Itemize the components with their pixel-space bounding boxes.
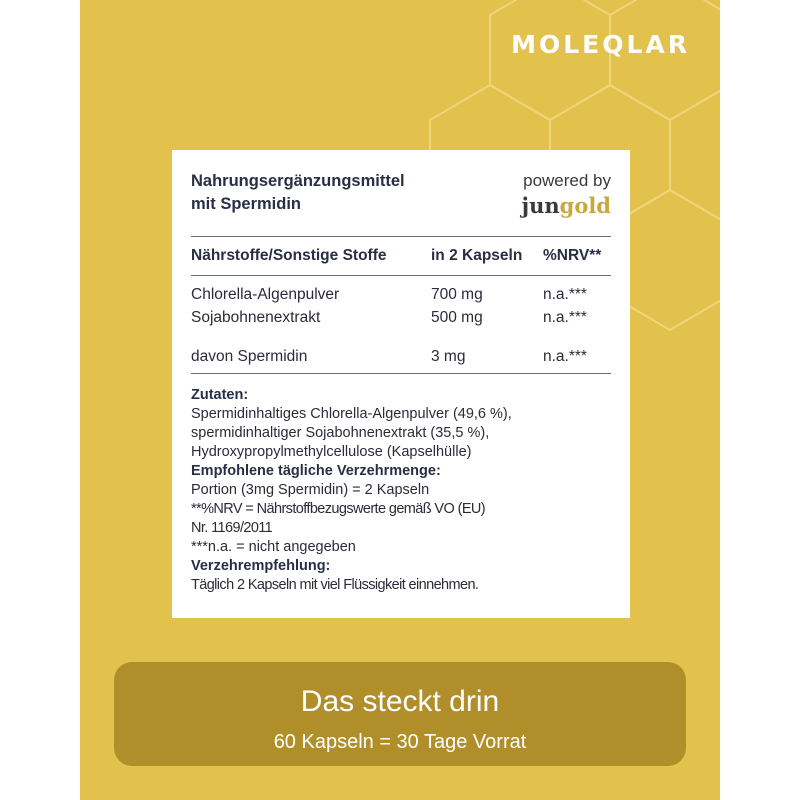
jungold-logo-part2: gold	[559, 193, 611, 218]
nutrient-name: davon Spermidin	[191, 347, 308, 365]
banner-subtitle: 60 Kapseln = 30 Tage Vorrat	[273, 731, 527, 753]
table-row	[191, 306, 611, 329]
nutrient-name: Chlorella-Algenpulver	[191, 285, 340, 303]
ingredients-heading: Zutaten:	[191, 387, 249, 403]
powered-by-block	[522, 170, 612, 220]
label-title-line2: mit Spermidin	[191, 195, 302, 213]
ingredients-line: Hydroxypropylmethylcellulose (Kapselhülle)	[191, 444, 472, 460]
header-amount: in 2 Kapseln	[431, 247, 523, 264]
nutrient-nrv: n.a.***	[543, 285, 587, 303]
header-nutrients: Nährstoffe/Sonstige Stoffe	[191, 247, 387, 264]
powered-by-text: powered by	[523, 171, 611, 190]
nutrient-amount: 3 mg	[431, 347, 466, 365]
nutrient-amount: 500 mg	[431, 308, 483, 326]
recommendation-heading: Verzehrempfehlung:	[191, 558, 331, 574]
table-row	[191, 283, 611, 306]
dosage-line: **%NRV = Nährstoffbezugswerte gemäß VO (EU)	[191, 501, 486, 517]
dosage-line: Nr. 1169/2011	[191, 520, 273, 536]
info-banner	[114, 662, 686, 766]
row-spacer	[191, 329, 611, 345]
dosage-line: ***n.a. = nicht angegeben	[191, 539, 356, 555]
jungold-logo	[522, 192, 612, 220]
label-notes	[191, 374, 611, 595]
nutrition-table-header	[191, 237, 611, 275]
supplement-facts-label	[172, 150, 630, 618]
nutrition-table-body	[191, 276, 611, 373]
nutrient-nrv: n.a.***	[543, 347, 587, 365]
header-nrv: %NRV**	[543, 247, 602, 264]
nutrient-name: Sojabohnenextrakt	[191, 308, 321, 326]
label-title	[191, 170, 491, 216]
ingredients-line: spermidinhaltiger Sojabohnenextrakt (35,5 %),	[191, 425, 490, 441]
dosage-heading: Empfohlene tägliche Verzehrmenge:	[191, 463, 441, 479]
dosage-line: Portion (3mg Spermidin) = 2 Kapseln	[191, 482, 430, 498]
recommendation-text: Täglich 2 Kapseln mit viel Flüssigkeit einnehmen.	[191, 577, 479, 593]
nutrient-nrv: n.a.***	[543, 308, 587, 326]
jungold-logo-part1: jun	[521, 193, 560, 218]
label-header	[191, 170, 611, 236]
nutrient-amount: 700 mg	[431, 285, 483, 303]
table-row	[191, 345, 611, 368]
ingredients-line: Spermidinhaltiges Chlorella-Algenpulver (49,6 %),	[191, 406, 512, 422]
brand-logo: MOLEQLAR	[511, 30, 690, 59]
banner-title: Das steckt drin	[300, 685, 500, 718]
label-title-line1: Nahrungsergänzungsmittel	[191, 172, 405, 190]
